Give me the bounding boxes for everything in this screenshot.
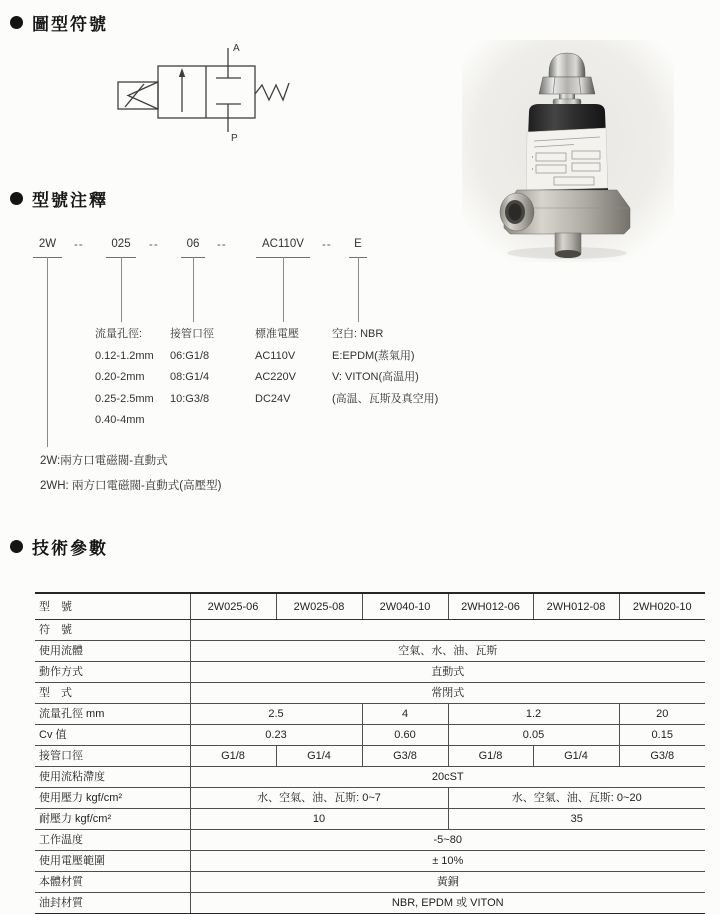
- row-label: 符 號: [35, 620, 190, 641]
- table-cell: [190, 620, 705, 641]
- section-title: 圖型符號: [32, 15, 108, 34]
- model-cell: 2W025-06: [190, 593, 276, 620]
- bullet-icon: [10, 540, 23, 553]
- desc-line: 10:G3/8: [170, 392, 210, 405]
- desc-col-orifice: [95, 324, 154, 432]
- section-graphic-symbol: [10, 10, 108, 35]
- row-label: 型 式: [35, 683, 190, 704]
- desc-line: 08:G1/4: [170, 371, 210, 383]
- row-label: 流量孔徑 mm: [35, 704, 190, 725]
- table-cell: 黃銅: [190, 872, 705, 893]
- table-cell: ± 10%: [190, 851, 705, 872]
- model-segment-seal: E: [354, 238, 362, 250]
- model-segment-orifice: 025: [111, 238, 131, 250]
- model-segment-voltage: AC110V: [262, 238, 304, 250]
- table-row-orifice: [35, 704, 705, 725]
- desc-line: E:EPDM(蒸氣用): [332, 349, 415, 362]
- table-row-body-material: [35, 872, 705, 893]
- row-label: 使用流體: [35, 641, 190, 662]
- table-row-viscosity: [35, 767, 705, 788]
- table-cell: G1/4: [276, 746, 362, 767]
- model-cell: 2WH012-06: [448, 593, 533, 620]
- row-label: Cv 值: [35, 725, 190, 746]
- table-cell: 2.5: [190, 704, 362, 725]
- desc-line: DC24V: [255, 392, 291, 405]
- spring-symbol: [255, 83, 289, 100]
- model-separator: --: [322, 239, 332, 251]
- table-cell: 0.05: [448, 725, 619, 746]
- solenoid-coil-symbol: [118, 82, 158, 109]
- table-row-seal-material: [35, 893, 705, 914]
- section-title: 型號注釋: [32, 191, 108, 210]
- table-row-symbol: [35, 620, 705, 641]
- table-cell: 水、空氣、油、瓦斯: 0~20: [448, 788, 705, 809]
- desc-line: 接管口徑: [170, 328, 214, 340]
- row-label: 耐壓力 kgf/cm²: [35, 809, 190, 830]
- footnote-2wh: 2WH: 兩方口電磁閥-直動式(高壓型): [40, 480, 222, 492]
- model-cell: 2WH020-10: [619, 593, 705, 620]
- product-photo-valve: [462, 40, 674, 262]
- port-a-label: A: [233, 43, 240, 54]
- row-label: 本體材質: [35, 872, 190, 893]
- table-cell: G1/8: [448, 746, 533, 767]
- table-row-type: [35, 683, 705, 704]
- desc-line: AC220V: [255, 371, 296, 383]
- desc-col-port: [170, 324, 214, 410]
- table-row-actuation: [35, 662, 705, 683]
- leader-line-voltage: [283, 257, 284, 322]
- bullet-icon: [10, 192, 23, 205]
- row-label: 工作温度: [35, 830, 190, 851]
- desc-col-voltage: [255, 324, 299, 410]
- table-cell: 0.60: [362, 725, 448, 746]
- row-label: 使用壓力 kgf/cm²: [35, 788, 190, 809]
- table-row-working-pressure: [35, 788, 705, 809]
- port-p-label: P: [231, 133, 238, 144]
- table-cell: 常閉式: [190, 683, 705, 704]
- bottom-pipe-opening: [555, 250, 581, 258]
- table-cell: 0.15: [619, 725, 705, 746]
- desc-line: 0.12-1.2mm: [95, 349, 154, 362]
- row-label: 型 號: [35, 593, 190, 620]
- row-label: 接管口徑: [35, 746, 190, 767]
- desc-line: AC110V: [255, 349, 296, 362]
- row-label: 使用電壓範圍: [35, 851, 190, 872]
- desc-line: 空白: NBR: [332, 328, 384, 340]
- bullet-icon: [10, 16, 23, 29]
- leader-line-orifice: [121, 257, 122, 322]
- table-cell: NBR, EPDM 或 VITON: [190, 893, 705, 914]
- desc-line: 0.40-4mm: [95, 414, 145, 426]
- desc-line: 0.25-2.5mm: [95, 392, 154, 405]
- section-model-notation: [10, 186, 108, 211]
- section-technical-params: [10, 534, 108, 559]
- row-label: 油封材質: [35, 893, 190, 914]
- model-cell: 2W040-10: [362, 593, 448, 620]
- table-cell: 空氣、水、油、瓦斯: [190, 641, 705, 662]
- model-separator: --: [149, 239, 159, 251]
- model-segment-2w: 2W: [38, 238, 57, 250]
- desc-line: V: VITON(高温用): [332, 371, 419, 383]
- table-cell: G1/4: [533, 746, 619, 767]
- model-separator: --: [74, 239, 84, 251]
- row-label: 動作方式: [35, 662, 190, 683]
- table-cell: 10: [190, 809, 448, 830]
- table-cell: 4: [362, 704, 448, 725]
- flow-arrow-head: [179, 68, 185, 77]
- table-cell: 20cST: [190, 767, 705, 788]
- table-cell: 直動式: [190, 662, 705, 683]
- row-label: 使用流粘滯度: [35, 767, 190, 788]
- valve-schematic: [100, 38, 300, 153]
- table-cell: 0.23: [190, 725, 362, 746]
- section-title: 技術參數: [32, 539, 108, 558]
- table-cell: 水、空氣、油、瓦斯: 0~7: [190, 788, 448, 809]
- table-cell: 1.2: [448, 704, 619, 725]
- table-cell: G1/8: [190, 746, 276, 767]
- table-row-temperature: [35, 830, 705, 851]
- desc-col-seal: [332, 324, 438, 410]
- desc-line: 流量孔徑:: [95, 328, 143, 340]
- table-row-proof-pressure: [35, 809, 705, 830]
- model-cell: 2WH012-08: [533, 593, 619, 620]
- footnote-2w: 2W:兩方口電磁閥-直動式: [40, 455, 168, 467]
- leader-line-port: [193, 257, 194, 322]
- leader-line-2w: [47, 257, 48, 447]
- spec-table: [35, 592, 705, 914]
- desc-line: 06:G1/8: [170, 349, 210, 362]
- desc-line: (高温、瓦斯及真空用): [332, 392, 439, 405]
- table-cell: 35: [448, 809, 705, 830]
- desc-line: 標准電壓: [255, 328, 299, 340]
- table-row-model: [35, 593, 705, 620]
- table-cell: G3/8: [619, 746, 705, 767]
- table-row-fluid: [35, 641, 705, 662]
- table-cell: 20: [619, 704, 705, 725]
- table-cell: -5~80: [190, 830, 705, 851]
- desc-line: 0.20-2mm: [95, 371, 145, 383]
- table-cell: G3/8: [362, 746, 448, 767]
- model-cell: 2W025-08: [276, 593, 362, 620]
- table-row-voltage-range: [35, 851, 705, 872]
- hex-nut: [539, 77, 595, 94]
- model-separator: --: [217, 239, 227, 251]
- table-row-cv: [35, 725, 705, 746]
- table-row-pipe-size: [35, 746, 705, 767]
- leader-line-seal: [358, 257, 359, 322]
- model-segment-port: 06: [186, 238, 200, 250]
